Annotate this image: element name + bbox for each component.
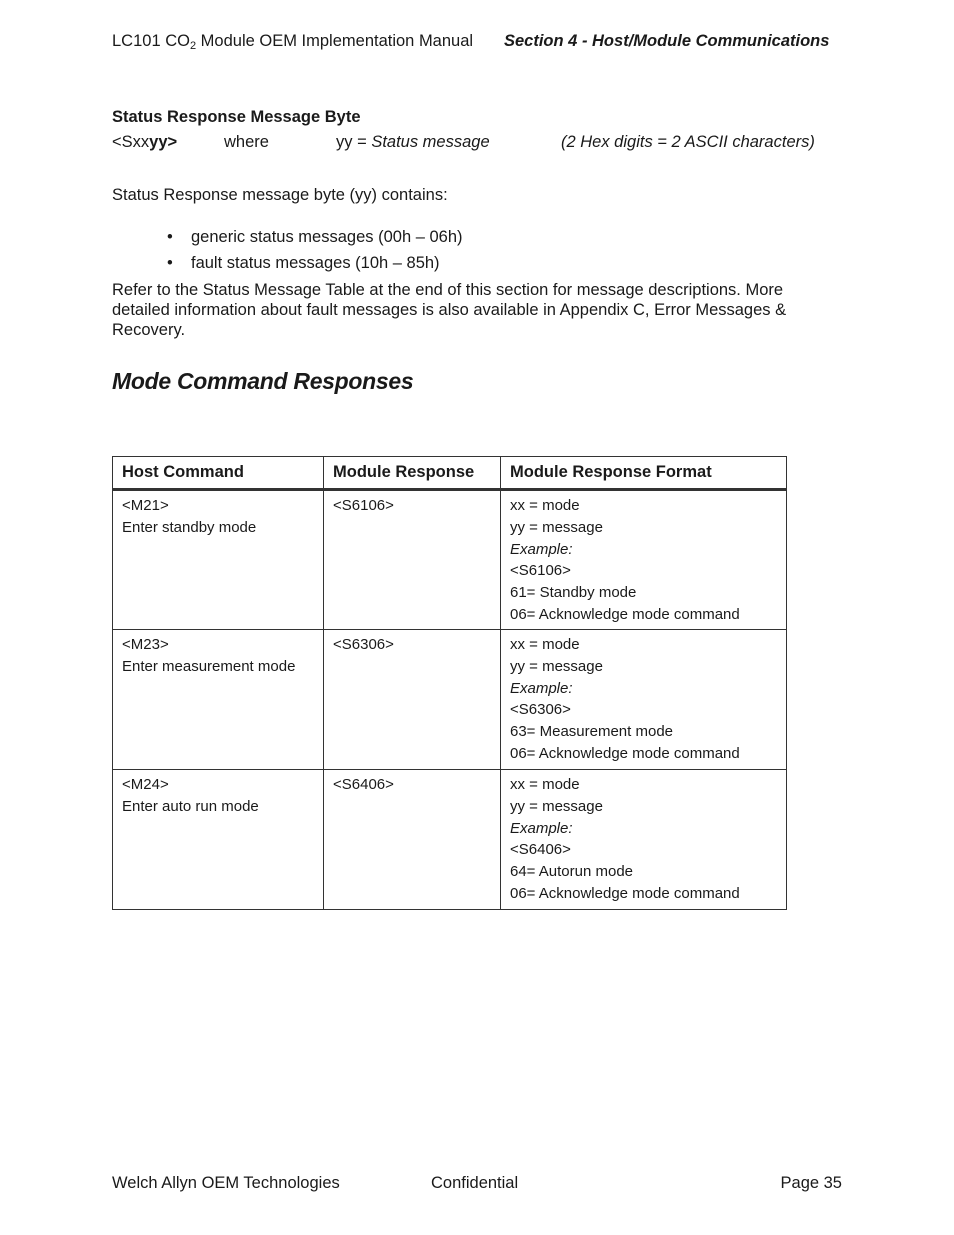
header-host-command: Host Command [113, 457, 324, 490]
list-item: • fault status messages (10h – 85h) [112, 253, 463, 279]
format-line: yy = message [510, 518, 603, 536]
command-code: <M21> [122, 497, 169, 514]
header-module-response-format: Module Response Format [501, 457, 787, 490]
table-row [113, 490, 787, 630]
command-code: <M23> [122, 636, 169, 653]
command-description: Enter auto run mode [122, 797, 259, 815]
format-line: 06= Acknowledge mode command [510, 744, 740, 762]
response-format-cell [501, 490, 787, 630]
format-example-label: Example: [510, 540, 573, 558]
footer-page-number: Page 35 [780, 1174, 842, 1192]
footer-confidential: Confidential [431, 1174, 519, 1192]
format-line: <S6406> [510, 841, 571, 859]
module-response-cell: <S6106> [324, 490, 501, 630]
response-format-cell [501, 770, 787, 910]
format-line: 61= Standby mode [510, 584, 637, 602]
section-title: Mode Command Responses [112, 368, 414, 394]
command-code: <M24> [122, 776, 169, 793]
status-format-code: <Sxxyy> [112, 133, 178, 151]
status-format-where: where [224, 133, 269, 151]
host-command-cell [113, 770, 324, 910]
table-row [113, 770, 787, 910]
format-line: yy = message [510, 657, 603, 675]
format-example-label: Example: [510, 819, 573, 837]
status-refer-paragraph: Refer to the Status Message Table at the end of this section for message descriptions. More detailed information about fault messages is also available in Appendix C, Error Messages & Recovery. [112, 281, 787, 339]
header-title: LC101 $CO_2$ Module OEM Implementation Manual [112, 32, 474, 52]
status-heading: Status Response Message Byte [112, 108, 361, 126]
response-format-cell [501, 630, 787, 770]
header-module-response: Module Response [324, 457, 501, 490]
command-description: Enter measurement mode [122, 657, 296, 675]
format-line: 64= Autorun mode [510, 863, 634, 881]
host-command-cell [113, 490, 324, 630]
format-line: xx = mode [510, 636, 580, 653]
header-section: Section 4 - Host/Module Communications [504, 32, 830, 50]
format-line: xx = mode [510, 497, 580, 514]
table-row [113, 630, 787, 770]
format-line: <S6106> [510, 562, 571, 580]
format-example-label: Example: [510, 679, 573, 697]
footer-company: Welch Allyn OEM Technologies [112, 1174, 340, 1192]
host-command-cell [113, 630, 324, 770]
table-header-row [113, 457, 787, 490]
format-line: xx = mode [510, 776, 580, 793]
module-response-cell: <S6406> [324, 770, 501, 910]
format-line: 06= Acknowledge mode command [510, 605, 740, 623]
format-line: 06= Acknowledge mode command [510, 884, 740, 902]
mode-command-table [112, 456, 787, 910]
format-line: <S6306> [510, 701, 571, 719]
status-intro: Status Response message byte (yy) contains: [112, 186, 448, 204]
list-item: • generic status messages (00h – 06h) [112, 227, 463, 253]
module-response-cell: <S6306> [324, 630, 501, 770]
status-format-note: (2 Hex digits = 2 ASCII characters) [561, 133, 815, 151]
status-format-yy: yy = Status message [336, 133, 490, 151]
status-bullet-list [112, 227, 463, 279]
command-description: Enter standby mode [122, 518, 257, 536]
format-line: 63= Measurement mode [510, 723, 674, 741]
format-line: yy = message [510, 797, 603, 815]
